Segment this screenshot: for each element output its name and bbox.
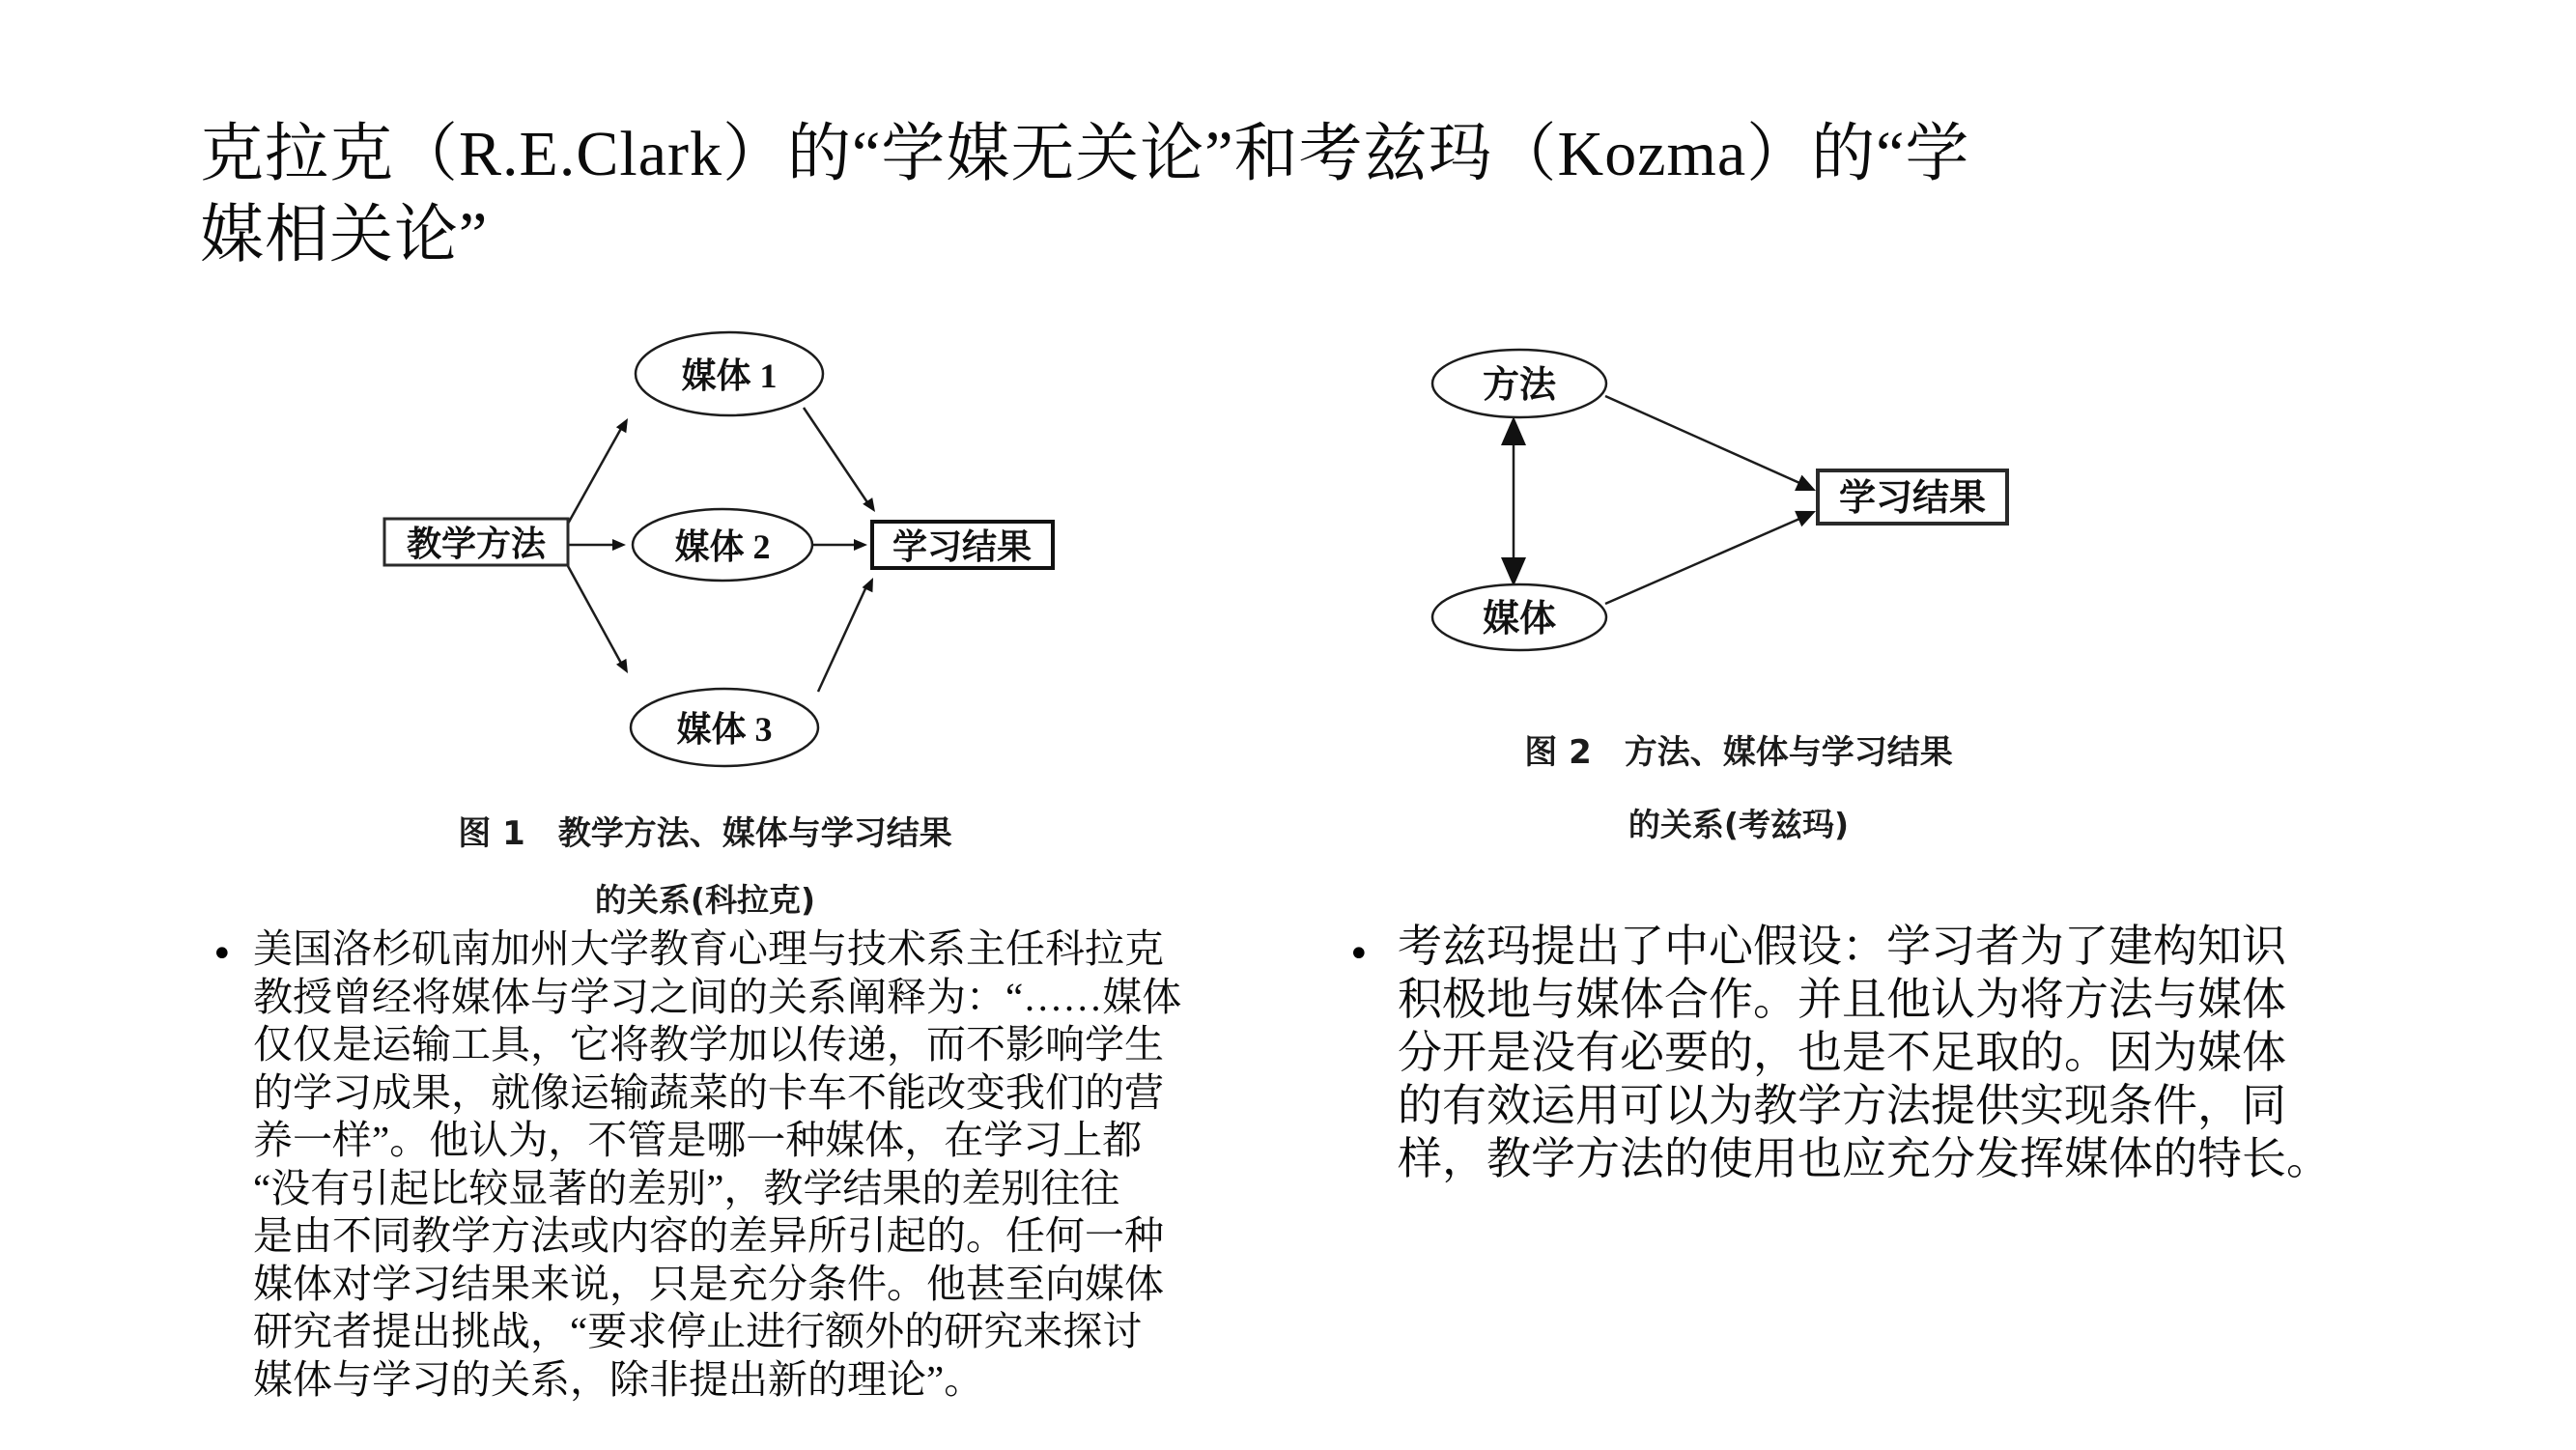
arrowhead [616,418,628,433]
arrow-line-media-to-result [1605,516,1806,604]
figure2-method-label: 方法 [1482,365,1557,406]
bullet-right-line: 样，教学方法的使用也应充分发挥媒体的特长。 [1398,1134,2331,1183]
figure2-arrows [1514,396,1806,604]
arrowhead [616,659,628,673]
bullet-left-line: 的学习成果，就像运输蔬菜的卡车不能改变我们的营 [253,1069,1164,1115]
figure1-caption-line-1: 图 1 教学方法、媒体与学习结果 [458,814,952,853]
bullet-left-line: “没有引起比较显著的差别”，教学结果的差别往往 [253,1165,1120,1210]
page-title-line-1: 克拉克（R.E.Clark）的“学媒无关论”和考兹玛（Kozma）的“学 [200,119,1970,189]
bullet-marker-left: • [211,932,234,977]
bullet-left-line: 美国洛杉矶南加州大学教育心理与技术系主任科拉克 [253,926,1164,971]
arrow-line-method-to-result [1605,396,1806,486]
figure2-caption [1449,733,2028,843]
figure2-media-label: 媒体 [1482,599,1557,640]
figure2-result-label: 学习结果 [1838,478,1987,519]
figure2-arrowheads [1501,416,1816,586]
page-title [200,114,2479,276]
bullet-paragraph-left [253,925,1287,1404]
bullet-left-line: 研究者提出挑战，“要求停止进行额外的研究来探讨 [253,1309,1143,1353]
figure1-media3-label: 媒体 3 [676,710,773,749]
bullet-marker-right: • [1347,932,1371,977]
figure1-media2-label: 媒体 2 [674,527,771,566]
bullet-left-line: 教授曾经将媒体与学习之间的关系阐释为：“……媒体 [253,974,1182,1019]
figure1-caption [406,814,1005,919]
bullet-right-line: 积极地与媒体合作。并且他认为将方法与媒体 [1398,975,2286,1024]
figure2-diagram [1430,333,2048,691]
bullet-right-line: 考兹玛提出了中心假设：学习者为了建构知识 [1398,922,2286,971]
figure1-method-label: 教学方法 [406,525,547,563]
arrowhead [854,539,867,551]
bullet-right-line: 的有效运用可以为教学方法提供实现条件，同 [1398,1081,2286,1130]
figure1-result-label: 学习结果 [892,527,1033,566]
figure1-caption-line-2: 的关系(科拉克) [594,881,816,919]
arrow-line-media3-to-result [818,584,867,692]
bullet-left-line: 媒体对学习结果来说，只是充分条件。他甚至向媒体 [253,1261,1164,1306]
arrow-line-method-to-media3 [568,566,623,667]
arrowhead [612,539,626,551]
page-title-line-2: 媒相关论” [200,200,489,270]
figure2-caption-line-1: 图 2 方法、媒体与学习结果 [1524,733,1953,772]
arrowhead-up [1501,416,1526,445]
bullet-left-line: 是由不同教学方法或内容的差异所引起的。任何一种 [253,1213,1164,1258]
bullet-left-line: 养一样”。他认为，不管是哪一种媒体，在学习上都 [253,1118,1143,1162]
arrowhead-down [1501,557,1526,586]
bullet-left-line: 仅仅是运输工具，它将教学加以传递，而不影响学生 [253,1022,1164,1066]
figure1-diagram [357,319,1082,782]
figure2-caption-line-2: 的关系(考兹玛) [1628,806,1850,843]
bullet-right-line: 分开是没有必要的，也是不足取的。因为媒体 [1398,1028,2286,1077]
arrow-line-media1-to-result [804,408,869,505]
bullet-left-line: 媒体与学习的关系，除非提出新的理论”。 [253,1356,984,1402]
figure1-media1-label: 媒体 1 [681,356,778,395]
bullet-paragraph-right [1398,920,2441,1185]
arrow-line-method-to-media1 [568,425,623,524]
